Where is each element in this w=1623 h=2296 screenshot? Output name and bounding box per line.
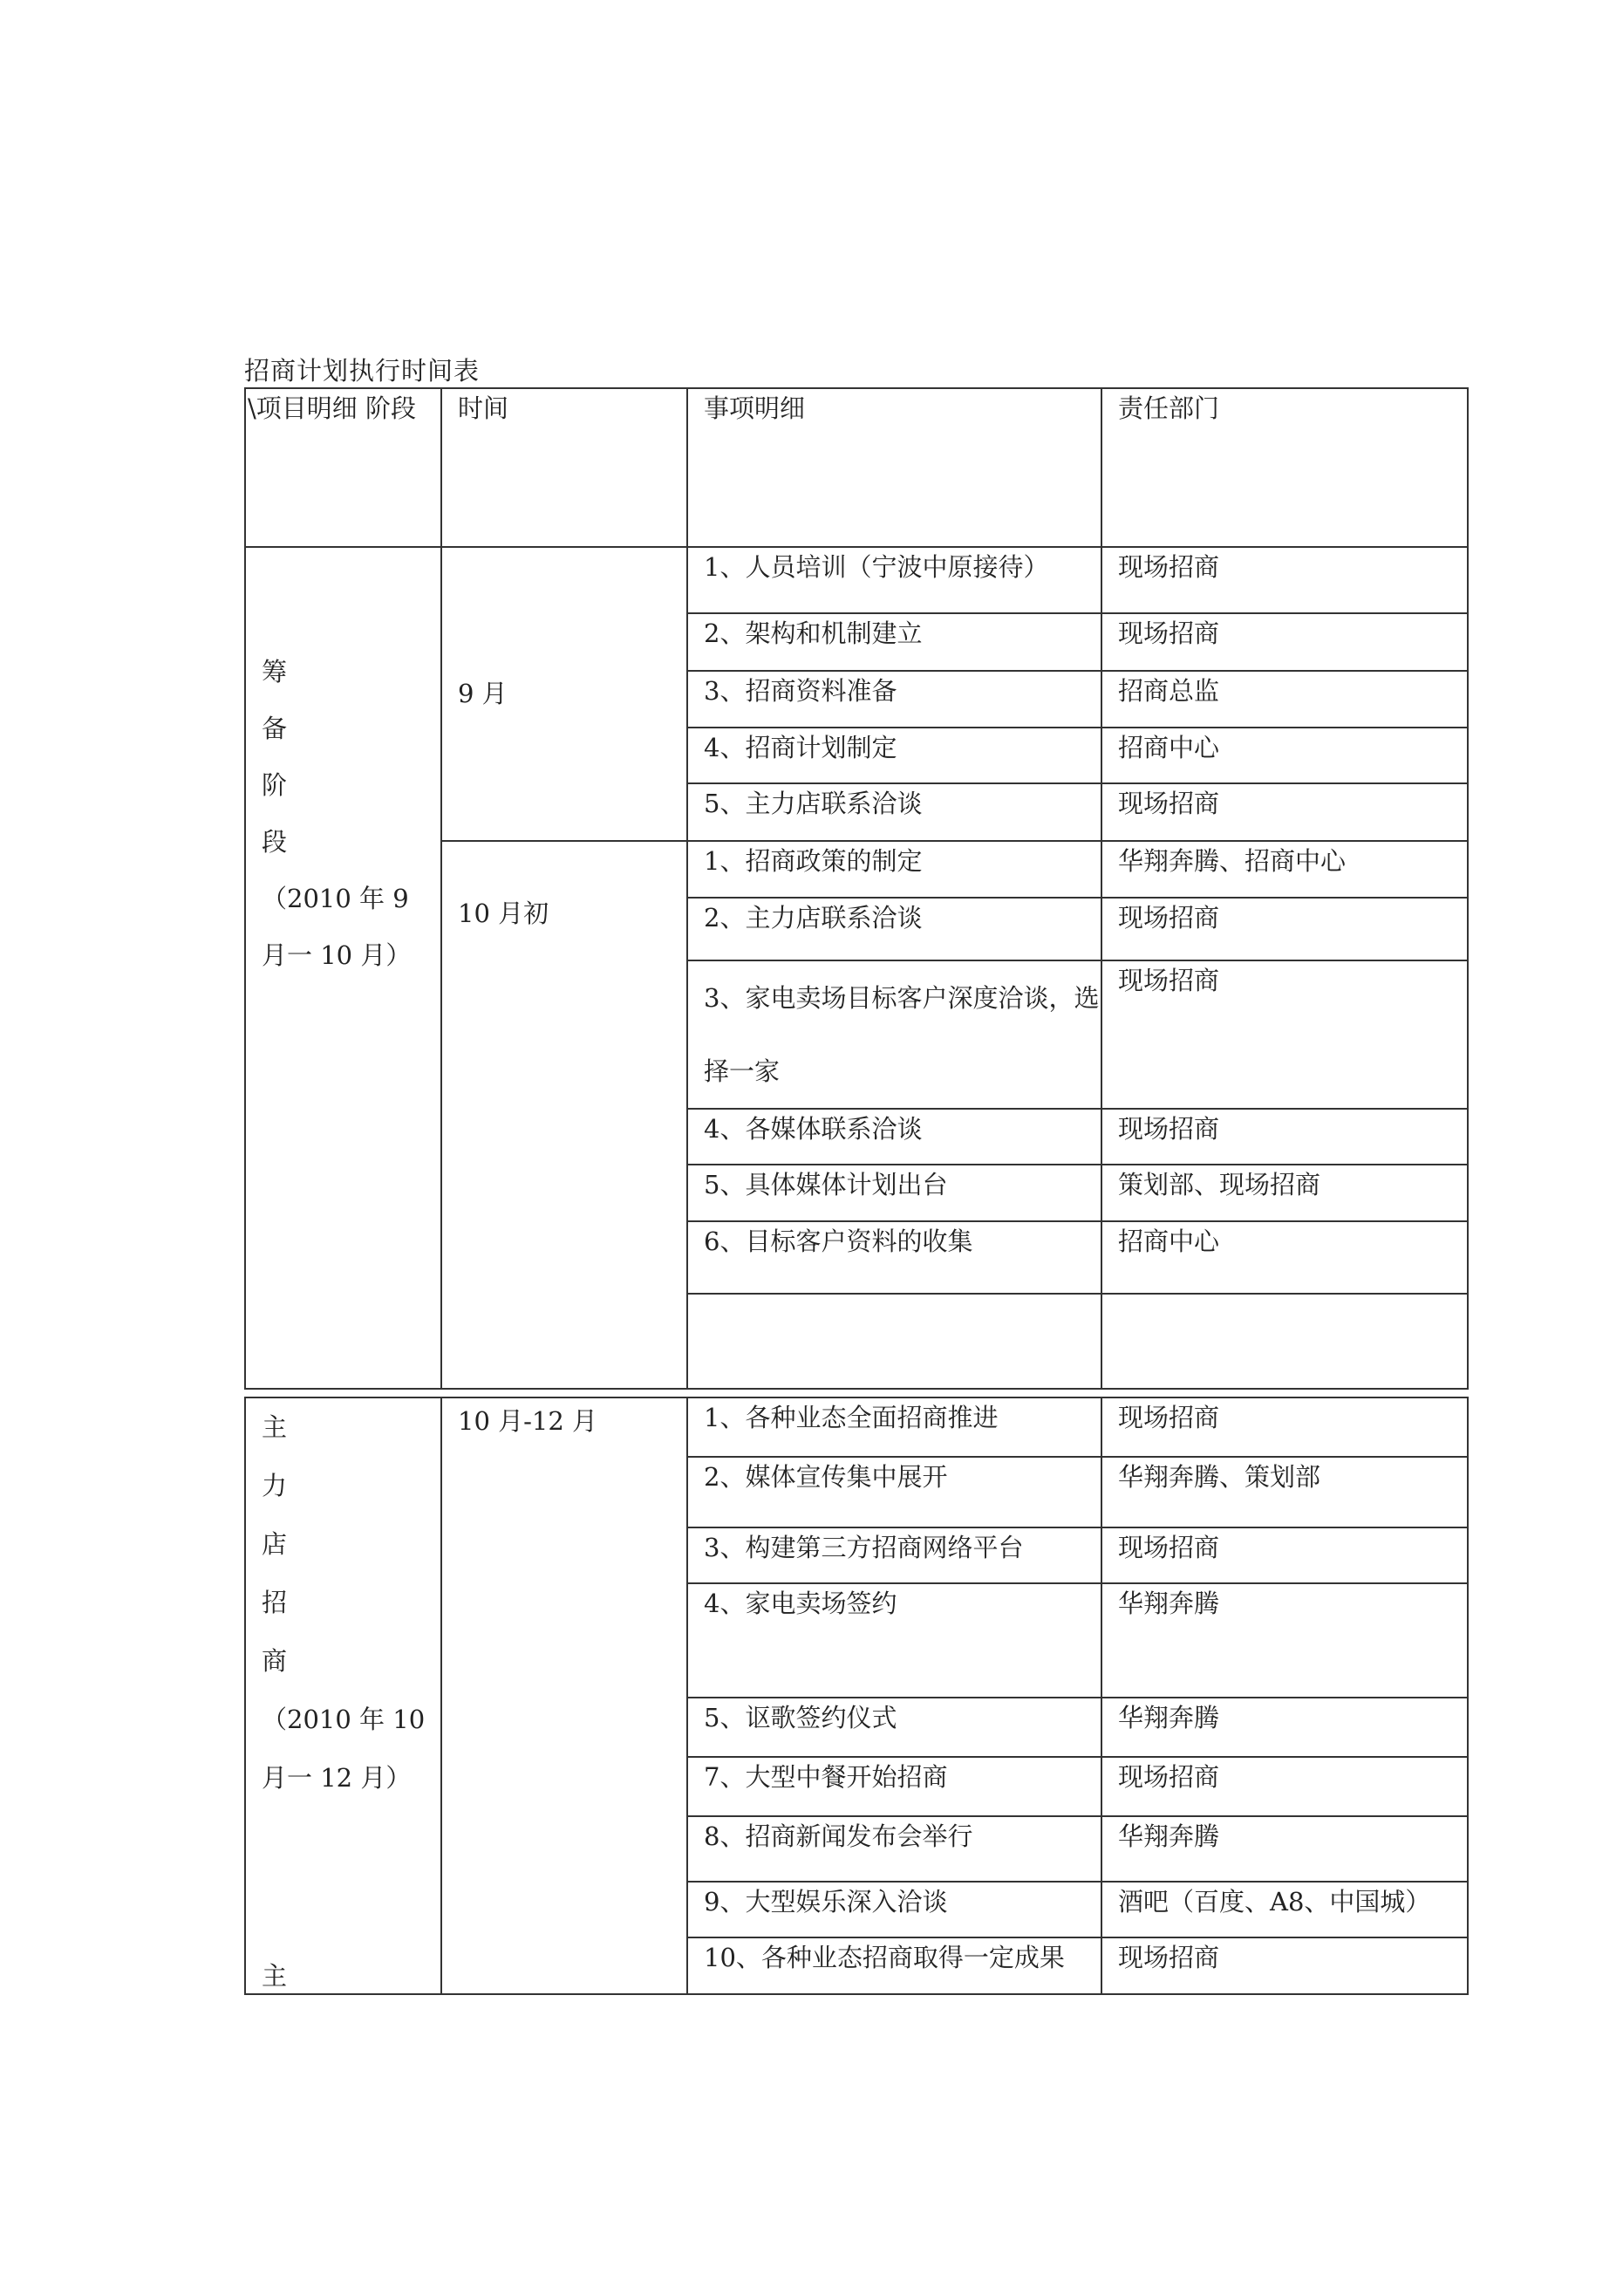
detail-cell: 2、主力店联系洽谈: [687, 898, 1101, 960]
detail-cell: 3、家电卖场目标客户深度洽谈，选择一家: [687, 960, 1101, 1109]
stage-char: 力: [262, 1471, 288, 1500]
stage-cell-prep: [245, 547, 441, 1389]
stage-period-line-2: 月一 12 月）: [262, 1763, 412, 1793]
header-dept: 责任部门: [1101, 388, 1468, 547]
dept-cell: 现场招商: [1101, 547, 1468, 613]
stage-tail-char: 主: [262, 1961, 288, 1991]
detail-cell: 2、媒体宣传集中展开: [687, 1457, 1101, 1527]
dept-cell: 现场招商: [1101, 1397, 1468, 1457]
stage-char: 备: [262, 714, 288, 743]
dept-cell: 招商中心: [1101, 728, 1468, 783]
dept-cell: 现场招商: [1101, 613, 1468, 671]
header-row: [245, 388, 1468, 547]
stage-period-line-1: （2010 年 10: [262, 1705, 426, 1734]
header-stage: \项目明细 阶段: [245, 388, 441, 547]
detail-cell: 1、人员培训（宁波中原接待）: [687, 547, 1101, 613]
detail-cell-empty: [687, 1294, 1101, 1389]
table-row: [245, 547, 1468, 613]
time-cell-sep: 9 月: [441, 547, 687, 841]
schedule-table-part-2: [244, 1397, 1469, 1995]
stage-char: 主: [262, 1412, 288, 1442]
dept-cell: 现场招商: [1101, 783, 1468, 841]
dept-cell: 现场招商: [1101, 960, 1468, 1109]
detail-cell: 1、各种业态全面招商推进: [687, 1397, 1101, 1457]
stage-char: 店: [262, 1529, 288, 1559]
detail-cell: 3、招商资料准备: [687, 671, 1101, 728]
detail-cell: 4、招商计划制定: [687, 728, 1101, 783]
dept-cell: 华翔奔腾: [1101, 1816, 1468, 1882]
stage-char: 招: [262, 1588, 288, 1617]
stage-char: 商: [262, 1646, 288, 1676]
stage-char: 阶: [262, 770, 288, 800]
document-title: 招商计划执行时间表: [244, 356, 481, 386]
dept-cell: 华翔奔腾、招商中心: [1101, 841, 1468, 898]
stage-char: 段: [262, 827, 288, 857]
detail-cell: 2、架构和机制建立: [687, 613, 1101, 671]
dept-cell: 现场招商: [1101, 1937, 1468, 1994]
stage-cell-anchor: [245, 1397, 441, 1994]
header-detail: 事项明细: [687, 388, 1101, 547]
detail-cell: 6、目标客户资料的收集: [687, 1221, 1101, 1294]
detail-cell: 5、讴歌签约仪式: [687, 1698, 1101, 1757]
detail-cell: 9、大型娱乐深入洽谈: [687, 1882, 1101, 1937]
schedule-table-part-1: [244, 387, 1469, 1390]
dept-cell: 现场招商: [1101, 898, 1468, 960]
detail-cell: 4、家电卖场签约: [687, 1583, 1101, 1698]
dept-cell-empty: [1101, 1294, 1468, 1389]
detail-cell: 8、招商新闻发布会举行: [687, 1816, 1101, 1882]
dept-cell: 华翔奔腾: [1101, 1583, 1468, 1698]
detail-cell: 5、具体媒体计划出台: [687, 1165, 1101, 1221]
dept-cell: 现场招商: [1101, 1527, 1468, 1583]
stage-char: 筹: [262, 657, 288, 687]
header-time: 时间: [441, 388, 687, 547]
stage-period-line-2: 月一 10 月）: [262, 940, 412, 970]
table-row: [245, 1397, 1468, 1457]
dept-cell: 现场招商: [1101, 1109, 1468, 1165]
dept-cell: 招商中心: [1101, 1221, 1468, 1294]
time-cell-oct: 10 月初: [441, 841, 687, 1389]
dept-cell: 现场招商: [1101, 1757, 1468, 1816]
dept-cell: 策划部、现场招商: [1101, 1165, 1468, 1221]
detail-cell: 1、招商政策的制定: [687, 841, 1101, 898]
time-cell-oct-dec: 10 月-12 月: [441, 1397, 687, 1994]
dept-cell: 招商总监: [1101, 671, 1468, 728]
dept-cell: 华翔奔腾、策划部: [1101, 1457, 1468, 1527]
stage-period-line-1: （2010 年 9: [262, 884, 409, 913]
dept-cell: 酒吧（百度、A8、中国城）: [1101, 1882, 1468, 1937]
dept-cell: 华翔奔腾: [1101, 1698, 1468, 1757]
detail-cell: 5、主力店联系洽谈: [687, 783, 1101, 841]
detail-cell: 4、各媒体联系洽谈: [687, 1109, 1101, 1165]
detail-cell: 3、构建第三方招商网络平台: [687, 1527, 1101, 1583]
detail-cell: 7、大型中餐开始招商: [687, 1757, 1101, 1816]
detail-cell: 10、各种业态招商取得一定成果: [687, 1937, 1101, 1994]
